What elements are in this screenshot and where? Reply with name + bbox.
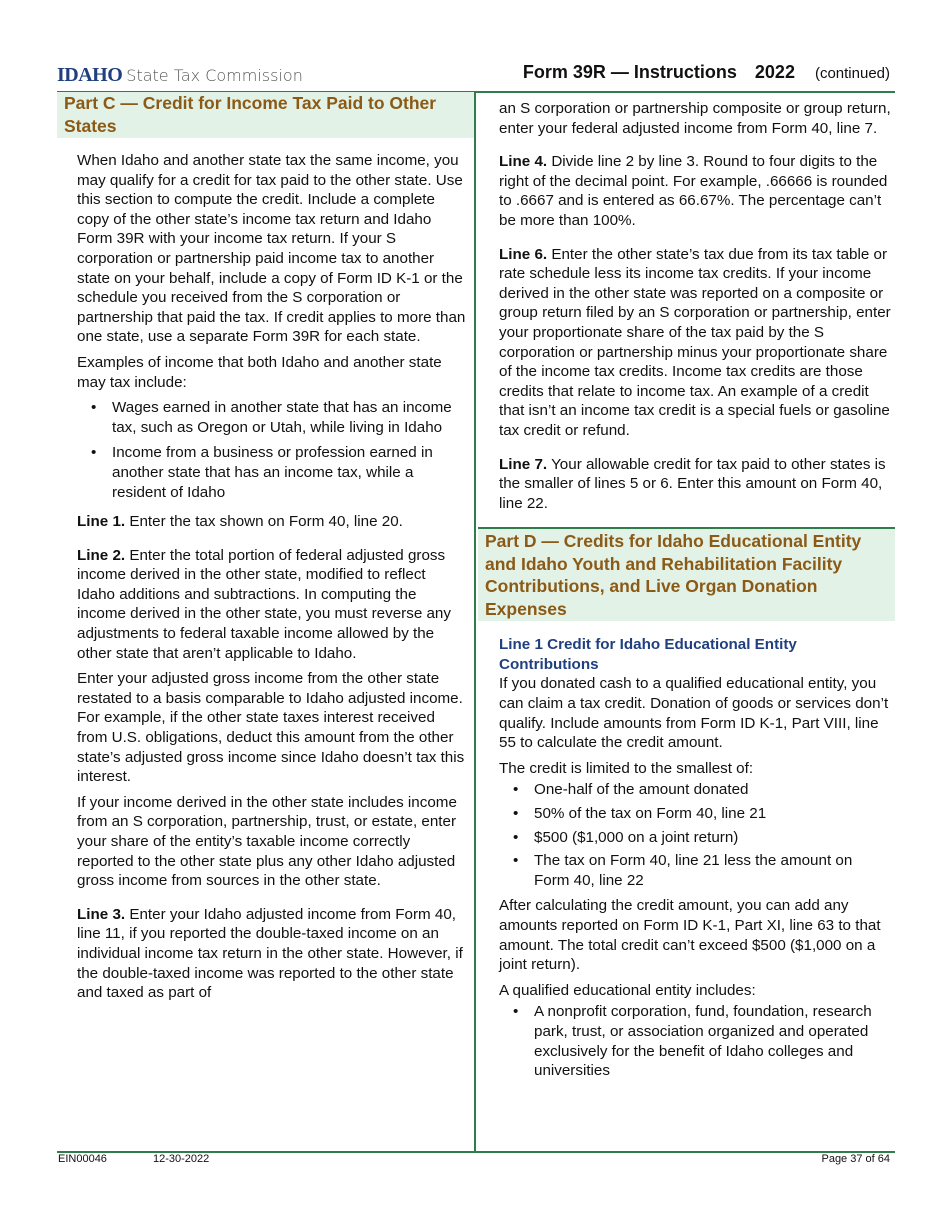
line-7-paragraph xyxy=(499,455,891,514)
ein-code: EIN00046 xyxy=(58,1153,107,1165)
line-6-label: Line 6. xyxy=(499,245,548,263)
part-d-heading: Part D — Credits for Idaho Educational Entity and Idaho Youth and Rehabilitation Facility Contributions, and Live Organ Donation Expenses xyxy=(478,527,895,621)
line-7-text: Your allowable credit for tax paid to other states is the smaller of lines 5 or 6. Enter this amount on Form 40, line 22. xyxy=(499,455,886,512)
column-divider xyxy=(474,92,476,1152)
line-2-paragraph-3: If your income derived in the other state includes income from an S corporation, partnership, trust, or estate, enter your share of the entity’s taxable income correctly reported to the other state plus any other Idaho adjusted gross income from sources in the other state. xyxy=(77,793,457,890)
line-3-text: Enter your Idaho adjusted income from Form 40, line 11, if you reported the double-taxed income on an individual income tax return in the other state. However, if the double-taxed income was reported to the other state and taxed as part of xyxy=(77,905,463,1002)
page-number: Page 37 of 64 xyxy=(821,1153,890,1165)
line-3-continued: an S corporation or partnership composite or group return, enter your federal adjusted income from Form 40, line 7. xyxy=(499,100,891,137)
continued-label: (continued) xyxy=(814,65,890,82)
part-c-body xyxy=(57,138,467,1003)
line-4-paragraph xyxy=(499,152,891,230)
line-1-subheading: Line 1 Credit for Idaho Educational Entity Contributions xyxy=(499,636,797,673)
list-item: • Income from a business or profession earned in another state that has an income tax, while a resident of Idaho xyxy=(112,443,467,502)
examples-list xyxy=(77,398,467,502)
line-6-text: Enter the other state’s tax due from its tax table or rate schedule less its income tax credits. If your income derived in the other state was reported on a composite or group return filed by an S corporation or partnership, enter your proportionate share of the tax paid by the S corporation or partnership minus your proportionate share of the income tax credits. Income tax credits are those credits that relate to income tax. An example of a credit that isn’t an income tax credit is a special fuels or gasoline tax credit or refund. xyxy=(499,245,891,439)
line-2-text: Enter the total portion of federal adjusted gross income derived in the other state, modified to reflect Idaho additions and subtractions. In computing the income derived in the other state, you must reverse any adjustments to federal taxable income allowed by the other state that aren’t applicable to Idaho. xyxy=(77,546,451,662)
line-2-paragraph xyxy=(77,546,467,664)
entities-list xyxy=(499,1002,891,1080)
idaho-logo xyxy=(57,64,303,87)
list-item: • One-half of the amount donated xyxy=(534,780,891,800)
after-calculation-text: After calculating the credit amount, you can add any amounts reported on Form ID K-1, Part XI, line 63 to that amount. The total credit can’t exceed $500 ($1,000 on a joint return). xyxy=(499,897,881,974)
page-header xyxy=(57,60,890,92)
right-column xyxy=(478,92,895,1087)
part-c-continued xyxy=(478,92,891,513)
line-1-text: Enter the tax shown on Form 40, line 20. xyxy=(129,513,403,531)
logo-mark: IDAHO xyxy=(57,64,123,86)
limits-list xyxy=(499,780,891,890)
entity-intro: A qualified educational entity includes: xyxy=(499,981,756,999)
line-3-paragraph xyxy=(77,905,467,1003)
form-year: 2022 xyxy=(754,62,795,82)
form-name: Form 39R — Instructions xyxy=(522,62,737,82)
part-c-heading: Part C — Credit for Income Tax Paid to Other States xyxy=(57,92,474,138)
part-c-intro: When Idaho and another state tax the same income, you may qualify for a credit for tax paid to the other state. Use this section to compute the credit. Include a complete copy of the other state’s income tax return and Idaho Form 39R with your income tax return. If your S corporation or partnership paid income tax to another state on your behalf, include a copy of Form ID K-1 or the schedule you received from the S corporation or partnership that paid the tax. If credit applies to more than one state, use a separate Form 39R for each state. xyxy=(77,152,466,346)
examples-intro: Examples of income that both Idaho and another state may tax include: xyxy=(77,353,442,391)
line-4-text: Divide line 2 by line 3. Round to four digits to the right of the decimal point. For example, .66666 is rounded to .6667 and is entered as 66.67%. The percentage can’t be more than 100%. xyxy=(499,153,888,229)
logo-text: State Tax Commission xyxy=(126,66,303,85)
list-item: • A nonprofit corporation, fund, foundation, research park, trust, or association organized and operated exclusively for the benefit of Idaho colleges and universities xyxy=(534,1002,891,1080)
line-4-label: Line 4. xyxy=(499,153,548,171)
part-d-body xyxy=(478,621,891,1080)
line-1-label: Line 1. xyxy=(77,513,126,531)
list-item: • The tax on Form 40, line 21 less the amount on Form 40, line 22 xyxy=(534,851,891,890)
limit-intro: The credit is limited to the smallest of: xyxy=(499,759,754,777)
line-2-label: Line 2. xyxy=(77,546,126,564)
revision-date: 12-30-2022 xyxy=(153,1153,210,1165)
list-item: • $500 ($1,000 on a joint return) xyxy=(534,828,891,848)
line-1-credit-text: If you donated cash to a qualified educational entity, you can claim a tax credit. Donation of goods or services don’t qualify. Include amounts from Form ID K-1, Part VIII, line 55 to calculate the credit amount. xyxy=(499,675,889,752)
line-7-label: Line 7. xyxy=(499,455,548,473)
line-2-paragraph-2: Enter your adjusted gross income from the other state restated to a basis comparable to Idaho adjusted income. For example, if the other state taxes interest received from U.S. obligations, deduct this amount from the other state’s adjusted gross income since Idaho doesn’t tax this interest. xyxy=(77,670,465,786)
form-title xyxy=(523,62,890,83)
list-item: • 50% of the tax on Form 40, line 21 xyxy=(534,804,891,824)
left-column xyxy=(57,92,474,1009)
line-6-paragraph xyxy=(499,245,891,441)
line-1-paragraph xyxy=(77,512,467,532)
line-3-label: Line 3. xyxy=(77,905,126,923)
list-item: • Wages earned in another state that has an income tax, such as Oregon or Utah, while living in Idaho xyxy=(112,398,467,437)
